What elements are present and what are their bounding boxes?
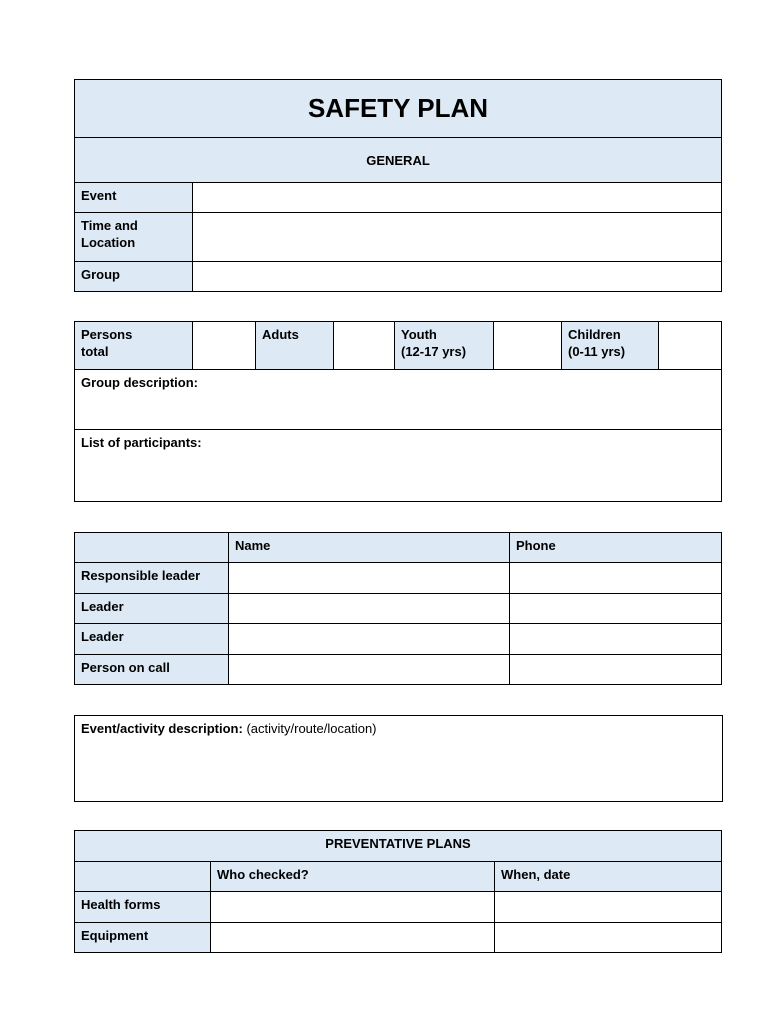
leader-2-label: Leader xyxy=(75,624,229,655)
group-description-label: Group description: xyxy=(81,375,198,390)
preventative-heading: PREVENTATIVE PLANS xyxy=(75,831,722,862)
preventative-table xyxy=(74,830,722,953)
children-field[interactable] xyxy=(659,322,722,370)
equipment-who-field[interactable] xyxy=(211,923,495,953)
persons-total-label: Persons total xyxy=(75,322,193,370)
participants-label: List of participants: xyxy=(81,435,202,450)
health-forms-when-field[interactable] xyxy=(495,892,722,923)
persons-total-field[interactable] xyxy=(193,322,256,370)
leaders-corner xyxy=(75,533,229,563)
health-forms-label: Health forms xyxy=(75,892,211,923)
person-on-call-name-field[interactable] xyxy=(229,655,510,685)
leader-2-phone-field[interactable] xyxy=(510,624,722,655)
preventative-corner xyxy=(75,862,211,892)
person-on-call-label: Person on call xyxy=(75,655,229,685)
adults-label: Aduts xyxy=(256,322,334,370)
responsible-leader-name-field[interactable] xyxy=(229,563,510,594)
leader-1-name-field[interactable] xyxy=(229,594,510,624)
group-description-field[interactable] xyxy=(75,370,722,430)
activity-table xyxy=(74,715,723,802)
group-label: Group xyxy=(75,262,193,292)
event-label: Event xyxy=(75,183,193,213)
general-heading: GENERAL xyxy=(75,138,722,183)
equipment-label: Equipment xyxy=(75,923,211,953)
general-table xyxy=(74,79,722,292)
leader-1-phone-field[interactable] xyxy=(510,594,722,624)
activity-field[interactable] xyxy=(75,716,723,802)
youth-label: Youth (12-17 yrs) xyxy=(395,322,494,370)
event-field[interactable] xyxy=(193,183,722,213)
children-label: Children (0-11 yrs) xyxy=(562,322,659,370)
leader-1-label: Leader xyxy=(75,594,229,624)
person-on-call-phone-field[interactable] xyxy=(510,655,722,685)
when-date-header: When, date xyxy=(495,862,722,892)
time-location-field[interactable] xyxy=(193,213,722,262)
time-location-label: Time and Location xyxy=(75,213,193,262)
activity-label: Event/activity description: xyxy=(81,721,243,736)
phone-header: Phone xyxy=(510,533,722,563)
group-field[interactable] xyxy=(193,262,722,292)
youth-field[interactable] xyxy=(494,322,562,370)
equipment-when-field[interactable] xyxy=(495,923,722,953)
participants-field[interactable] xyxy=(75,430,722,502)
responsible-leader-label: Responsible leader xyxy=(75,563,229,594)
who-checked-header: Who checked? xyxy=(211,862,495,892)
leader-2-name-field[interactable] xyxy=(229,624,510,655)
leaders-table xyxy=(74,532,722,685)
activity-hint: (activity/route/location) xyxy=(246,721,377,736)
responsible-leader-phone-field[interactable] xyxy=(510,563,722,594)
name-header: Name xyxy=(229,533,510,563)
persons-table xyxy=(74,321,722,502)
adults-field[interactable] xyxy=(334,322,395,370)
health-forms-who-field[interactable] xyxy=(211,892,495,923)
page-title: SAFETY PLAN xyxy=(75,80,722,138)
